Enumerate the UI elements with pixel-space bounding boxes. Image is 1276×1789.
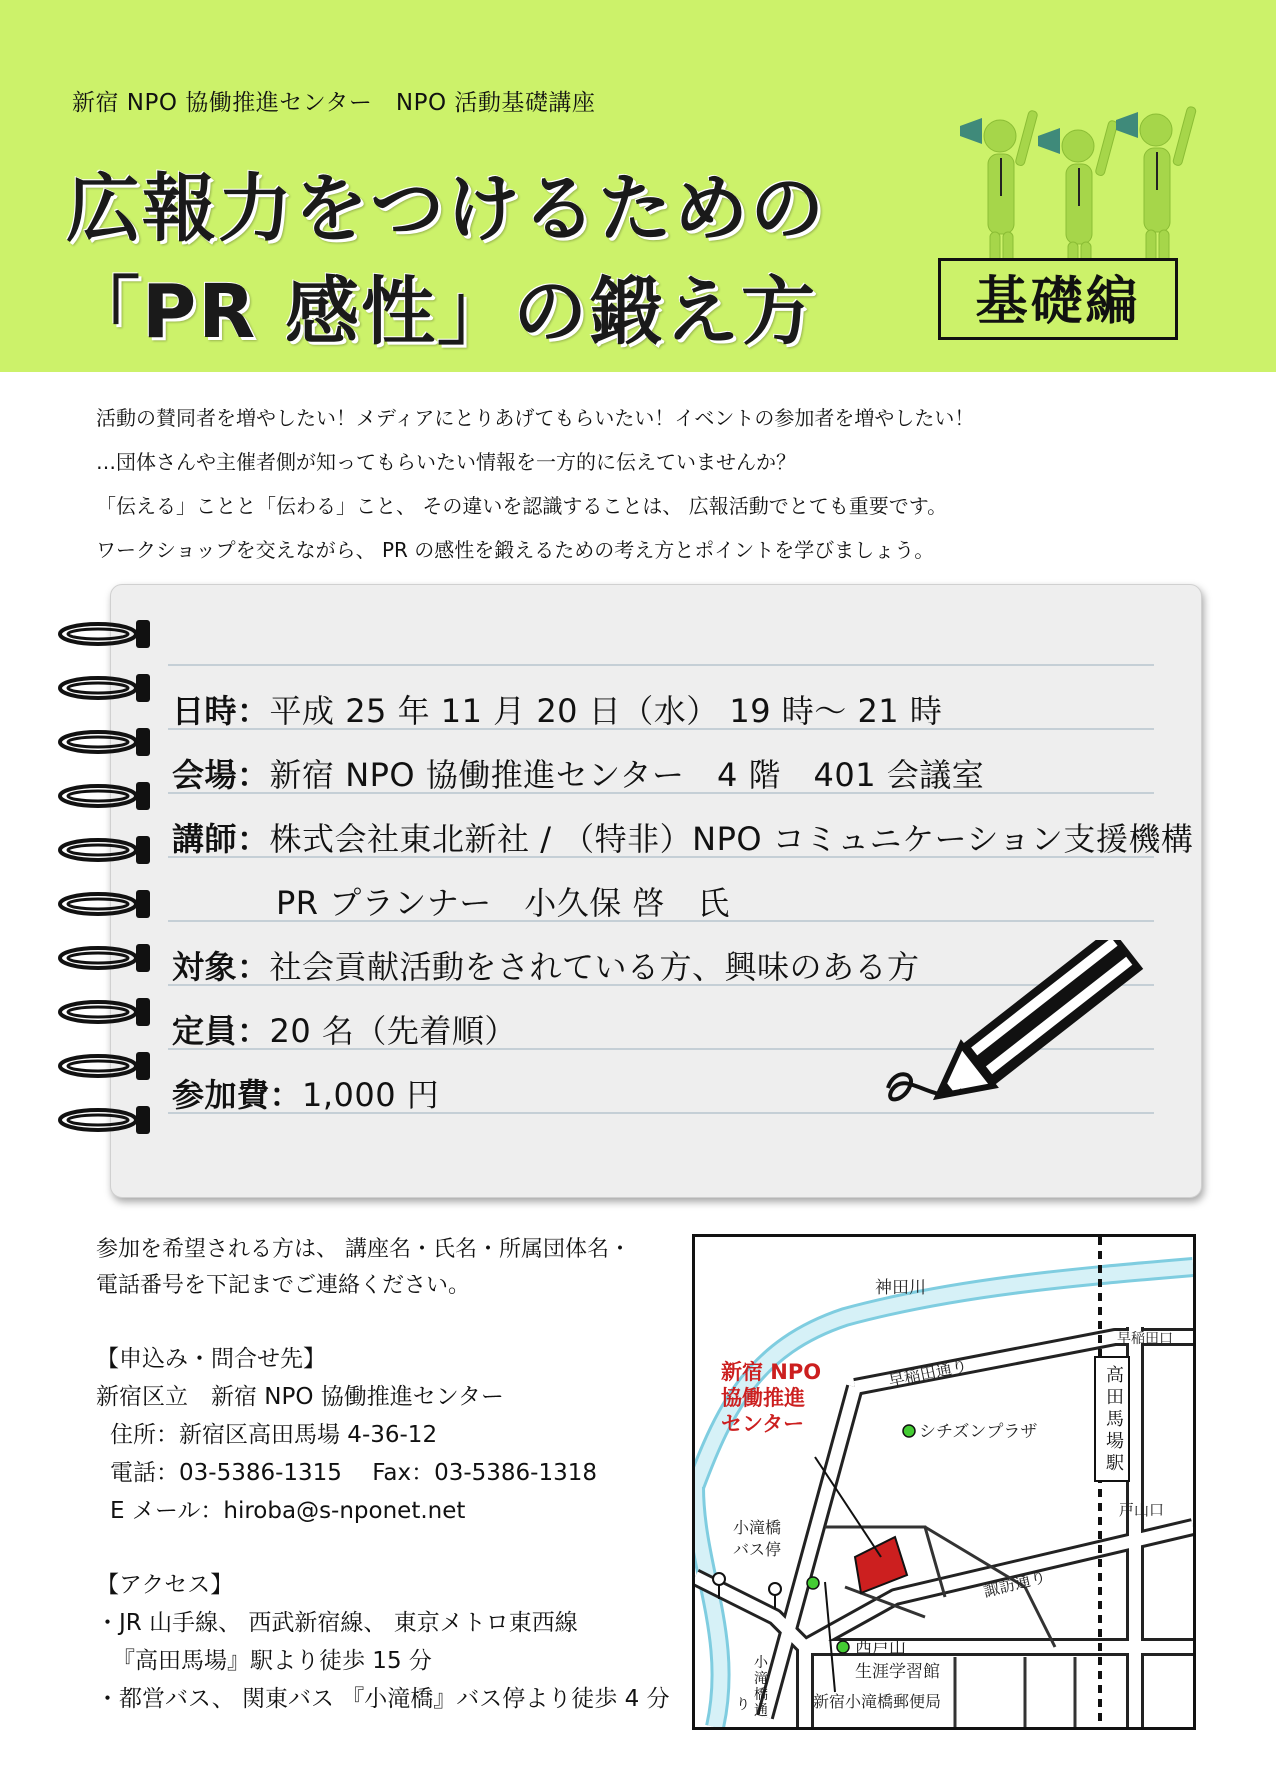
spiral-ring-icon	[56, 1048, 156, 1084]
map-label-nishitoyama-2: 生涯学習館	[855, 1662, 940, 1682]
lecturer-label: 講師：	[172, 820, 270, 858]
intro-paragraph	[96, 396, 974, 572]
spiral-ring-icon	[56, 778, 156, 814]
map-label-bus-stop-1: 小滝橋	[733, 1518, 782, 1537]
contact-instruction: 電話番号を下記までご連絡ください。	[96, 1273, 471, 1298]
address: 住所：新宿区高田馬場 4-36-12	[110, 1422, 438, 1448]
access-bus: ・都営バス、 関東バス 『小滝橋』バス停より徒歩 4 分	[96, 1686, 670, 1712]
lecturer-name: PR プランナー 小久保 啓 氏	[276, 884, 730, 922]
lecturer-name-row	[276, 878, 730, 924]
spiral-ring-icon	[56, 886, 156, 922]
intro-line: 「伝える」ことと「伝わる」こと、 その違いを認識することは、 広報活動でとても重要です。	[96, 494, 948, 518]
apply-heading: 【申込み・問合せ先】	[96, 1346, 326, 1372]
map-label-otaki-road-ri: り	[736, 1697, 750, 1713]
contact-instruction: 参加を希望される方は、 講座名・氏名・所属団体名・	[96, 1237, 631, 1262]
access-train: ・JR 山手線、 西武新宿線、 東京メトロ東西線	[96, 1610, 578, 1636]
map-label-waseda-exit: 早稲田口	[1117, 1331, 1173, 1347]
spiral-ring-icon	[56, 994, 156, 1030]
fee-label: 参加費：	[172, 1076, 303, 1114]
map-label-nishitoyama-1: 西戸山	[855, 1638, 906, 1658]
ruled-line	[168, 664, 1154, 666]
email: E メール：hiroba@s-nponet.net	[110, 1498, 466, 1524]
target-value: 社会貢献活動をされている方、興味のある方	[269, 948, 920, 986]
lecturer-row	[172, 814, 1193, 860]
datetime-label: 日時：	[172, 692, 270, 730]
venue-row	[172, 750, 984, 796]
map-drawing	[695, 1237, 1193, 1727]
map-label-citizens-plaza: シチズンプラザ	[919, 1422, 1038, 1442]
capacity-row	[172, 1006, 517, 1052]
access-map	[692, 1234, 1196, 1730]
spiral-ring-icon	[56, 940, 156, 976]
intro-line: …団体さんや主催者側が知ってもらいたい情報を一方的に伝えていませんか？	[96, 450, 796, 474]
intro-line: 活動の賛同者を増やしたい！メディアにとりあげてもらいたい！イベントの参加者を増やしたい！	[96, 406, 975, 430]
datetime-row	[172, 686, 942, 732]
fee-row	[172, 1070, 439, 1116]
event-series-subtitle: 新宿 NPO 協働推進センター NPO 活動基礎講座	[72, 90, 596, 116]
target-row	[172, 942, 920, 988]
capacity-label: 定員：	[172, 1012, 270, 1050]
lecturer-value: 株式会社東北新社 / （特非）NPO コミュニケーション支援機構	[269, 820, 1194, 858]
main-title-line-2: 「PR 感性」の鍛え方	[66, 269, 817, 355]
access-heading: 【アクセス】	[96, 1572, 234, 1598]
pencil-icon	[876, 940, 1146, 1120]
org-name: 新宿区立 新宿 NPO 協働推進センター	[96, 1384, 504, 1410]
map-label-post-office: 新宿小滝橋郵便局	[813, 1692, 942, 1711]
map-label-toyama-exit: 戸山口	[1119, 1501, 1165, 1519]
access-train-detail: 『高田馬場』駅より徒歩 15 分	[112, 1648, 432, 1674]
capacity-value: 20 名（先着順）	[269, 1012, 517, 1050]
map-label-center-3: センター	[721, 1412, 805, 1436]
contact-section	[96, 1232, 670, 1718]
target-label: 対象：	[172, 948, 270, 986]
map-label-otaki-road: 小 滝 橋 通	[754, 1655, 768, 1719]
map-label-suwa-road: 諏訪通り	[981, 1566, 1049, 1601]
fee-value: 1,000 円	[302, 1076, 440, 1114]
venue-value: 新宿 NPO 協働推進センター 4 階 401 会議室	[269, 756, 985, 794]
map-label-station: 高 田 馬 場 駅	[1106, 1365, 1124, 1474]
level-badge: 基礎編	[938, 258, 1178, 340]
datetime-value: 平成 25 年 11 月 20 日（水） 19 時～ 21 時	[269, 692, 943, 730]
spiral-ring-icon	[56, 724, 156, 760]
venue-label: 会場：	[172, 756, 270, 794]
map-label-center-2: 協働推進	[721, 1386, 805, 1410]
map-label-center-1: 新宿 NPO	[721, 1360, 822, 1384]
spiral-ring-icon	[56, 1102, 156, 1138]
spiral-ring-icon	[56, 616, 156, 652]
map-label-bus-stop-2: バス停	[733, 1540, 782, 1559]
map-label-river: 神田川	[875, 1278, 926, 1298]
phone-fax: 電話：03-5386-1315 Fax：03-5386-1318	[110, 1460, 597, 1486]
spiral-ring-icon	[56, 670, 156, 706]
spiral-ring-icon	[56, 832, 156, 868]
main-title-line-1: 広報力をつけるための	[66, 166, 826, 252]
intro-line: ワークショップを交えながら、 PR の感性を鍛えるための考え方とポイントを学びましょう。	[96, 538, 935, 562]
map-label-waseda-road: 早稲田通り	[886, 1355, 970, 1391]
